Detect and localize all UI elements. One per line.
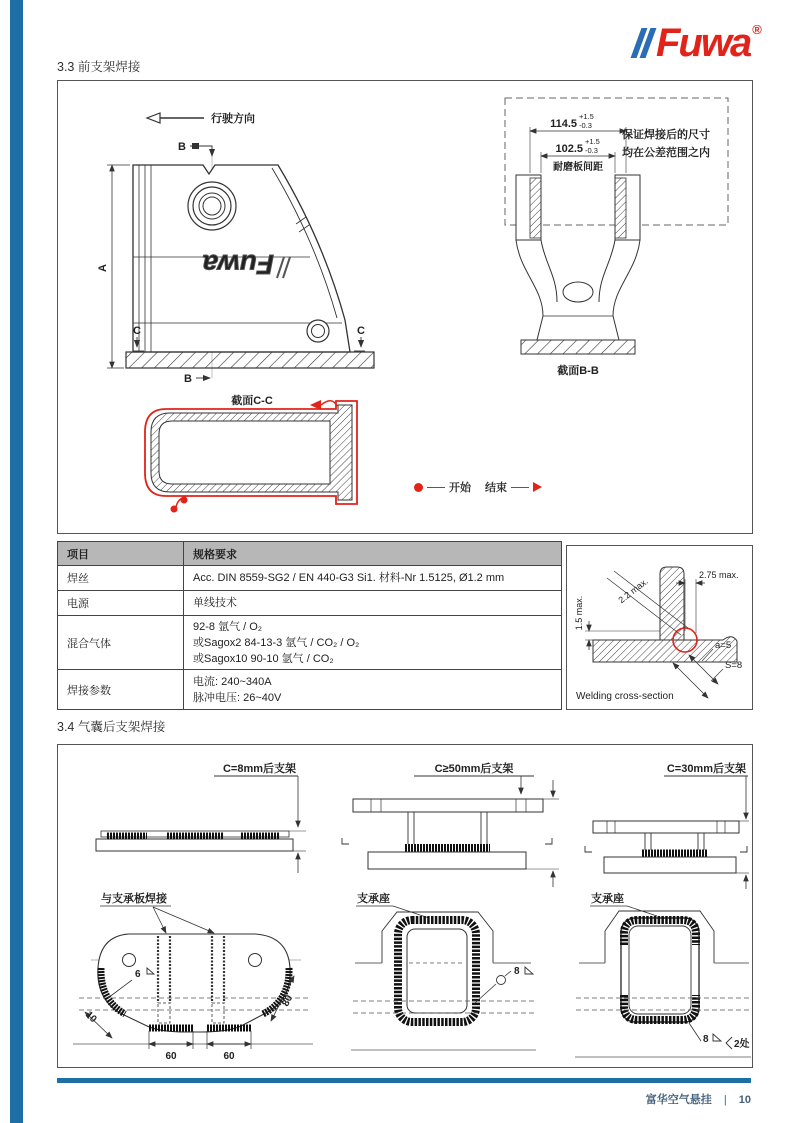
logo-text: Fuwa: [656, 21, 751, 65]
footer-page-number: 10: [738, 1094, 751, 1106]
welding-cross-section-drawing: [567, 546, 752, 709]
end-arrow-icon: [533, 482, 542, 492]
inner-dim-value: 102.5: [555, 143, 583, 155]
dim-s8: S=8: [725, 660, 743, 671]
left-accent-bar: [10, 0, 23, 1123]
welding-cross-section-box: [566, 545, 753, 710]
section-cc-drawing: [130, 390, 390, 515]
section-33-title: 3.3 前支架焊接: [57, 60, 141, 74]
footer: [57, 1091, 751, 1107]
row-gas-label: 混合气体: [58, 616, 184, 670]
col3-header: C=30mm后支架: [666, 763, 746, 775]
support-seat-right-view: [575, 891, 751, 1057]
fuwa-logo: [636, 20, 772, 66]
plate-weld-label: 与支承板焊接: [101, 893, 167, 905]
row-power-label: 电源: [58, 591, 184, 616]
rear-bracket-drawings: [58, 745, 752, 1067]
dim-60-left: 60: [165, 1051, 177, 1062]
row-params-label: 焊接参数: [58, 670, 184, 710]
footer-accent-bar: [57, 1078, 751, 1083]
row-params-value: 电流: 240~340A 脉冲电压: 26~40V: [184, 670, 562, 710]
inner-dim-tol-minus: -0.3: [585, 146, 598, 155]
section-34-title: 3.4 气囊后支架焊接: [57, 720, 166, 734]
inner-dim-tol-plus: +1.5: [585, 137, 600, 146]
support-seat-label-mid: 支承座: [357, 893, 390, 905]
section-cc-caption: 截面C-C: [231, 395, 273, 407]
welding-spec-table: [57, 541, 562, 710]
col1-header: C=8mm后支架: [222, 763, 296, 775]
outer-dim-tol-minus: -0.3: [579, 121, 592, 130]
dim-weld-8-right: 8: [703, 1034, 709, 1045]
dim-weld-10: 10: [82, 1009, 99, 1026]
support-seat-label-right: 支承座: [591, 893, 624, 905]
registered-mark: ®: [752, 21, 762, 37]
table-header-spec: 规格要求: [184, 542, 562, 566]
tolerance-note-line2: 均在公差范围之内: [622, 147, 710, 159]
dim-60-right: 60: [223, 1051, 235, 1062]
legend-line: [427, 487, 445, 488]
outer-dim-value: 114.5: [550, 118, 577, 130]
section-mark-b-bottom: B: [184, 373, 192, 385]
start-dot-icon: [414, 483, 423, 492]
dim-a-label: A: [97, 264, 109, 272]
section-mark-b-top: B: [178, 141, 186, 153]
legend-line: [511, 487, 529, 488]
footer-brand: 富华空气悬挂: [645, 1094, 712, 1106]
section-bb-caption: 截面B-B: [557, 365, 599, 377]
row-wire-label: 焊丝: [58, 566, 184, 591]
section-mark-c-left: C: [133, 325, 141, 337]
dim-2-2-max: 2.2 max.: [616, 576, 650, 606]
front-bracket-drawing: [70, 105, 410, 400]
dim-places: 2处: [734, 1039, 750, 1050]
rear-bracket-figure-frame: [57, 744, 753, 1068]
tolerance-note-line1: 保证焊接后的尺寸: [622, 129, 710, 141]
dim-weld-6: 6: [135, 969, 141, 980]
legend-end-label: 结束: [485, 482, 507, 494]
dim-weld-80: 80: [280, 993, 296, 1009]
row-wire-value: Acc. DIN 8559-SG2 / EN 440-G3 Si1. 材料-Nr 1.5125, Ø1.2 mm: [184, 566, 562, 591]
c50-side-view: [342, 780, 559, 887]
c8-side-view: [96, 831, 306, 873]
col2-header: C≥50mm后支架: [434, 763, 514, 775]
section-mark-c-right: C: [357, 325, 365, 337]
dim-weld-8-mid: 8: [514, 966, 520, 977]
dim-1-5-max: 1.5 max.: [574, 595, 584, 631]
row-power-value: 单线技术: [184, 591, 562, 616]
support-plate-top-view: [73, 891, 313, 1062]
outer-dim-tol-plus: +1.5: [579, 112, 594, 121]
driving-direction-label: 行驶方向: [211, 113, 255, 125]
wear-plate-gap-label: 耐磨板间距: [553, 162, 603, 173]
weld-diagram-caption: Welding cross-section: [576, 691, 674, 702]
support-seat-mid-view: [351, 891, 536, 1050]
dim-a5: a=5: [715, 640, 732, 651]
c30-side-view: [585, 776, 749, 889]
svg-text:Fuwa: Fuwa: [202, 249, 274, 280]
legend-start-label: 开始: [449, 482, 471, 494]
footer-separator: |: [723, 1094, 727, 1106]
section-bb-drawing: [480, 95, 751, 395]
row-gas-value: 92-8 氩气 / O₂ 或Sagox2 84-13-3 氩气 / CO₂ / O₂ 或Sagox10 90-10 氩气 / CO₂: [184, 616, 562, 670]
dim-2-75-max: 2.75 max.: [699, 570, 739, 580]
weld-start-end-legend: [414, 479, 542, 495]
table-header-item: 项目: [58, 542, 184, 566]
